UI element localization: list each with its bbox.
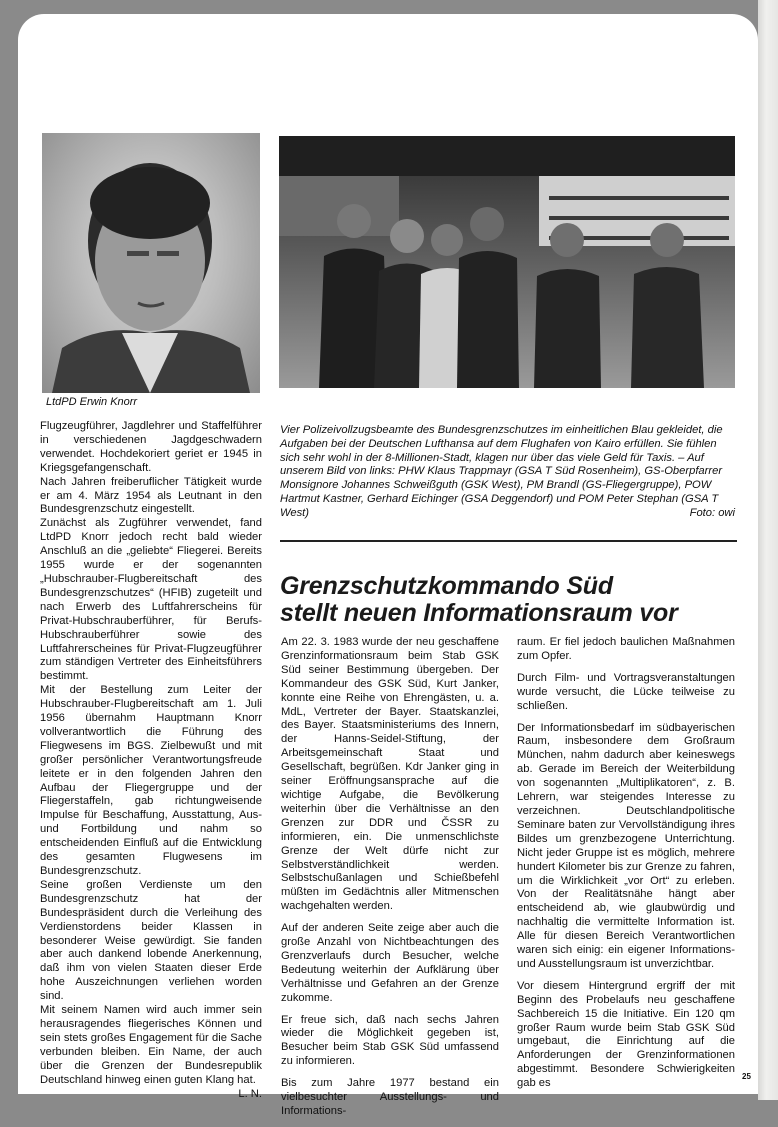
- left-signature-row: [40, 1088, 262, 1102]
- right-column: [517, 636, 735, 1099]
- page-number: 25: [742, 1072, 751, 1081]
- right-paragraph-2: Durch Film- und Vortragsveranstaltungen wurde versucht, die Lücke teilweise zu schließen.: [517, 671, 735, 712]
- left-paragraph-6: Mit seinem Namen wird auch immer sein herausragendes fliegerisches Können und sein stets großes Engagement für die Sache verbunden bleiben. Ein Name, der auch über die Grenzen der Bundesrepublik Deutschland hinweg einen guten Klang hat.: [40, 1004, 262, 1086]
- right-paragraph-4: Vor diesem Hintergrund ergriff der mit Beginn des Probelaufs neu geschaffene Sachbereich 15 die Initiative. Ein 120 qm großer Raum wurde beim Stab GSK Süd umgebaut, die Einrichtung auf die Anforderungen der Grenzinformationen abgestimmt. Besondere Schwierigkeiten gab es: [517, 979, 735, 1090]
- right-paragraph-3: Der Informationsbedarf im südbayerischen Raum, insbesondere dem Großraum München, nahm dadurch aber keineswegs ab. Gerade im Bereich der Weiterbildung von sogenannten „Multiplikatoren“, z. B. Lehrern, war steigendes Interesse zu verzeichnen. Deutschlandpolitische Seminare baten zur Vervollständigung ihres Bildes um grenzbezogene Unterrichtung. Nicht jeder Gruppe ist es möglich, mehrere hundert Kilometer bis zur Grenze zu fahren, um die Wirklichkeit „vor Ort“ zu erleben. Von der Realitätsnähe hängt aber entscheidend ab, wie glaubwürdig und nachhaltig die vermittelte Information ist. Alle für diesen Bereich Verantwortlichen waren sich einig: ein eigener Informations- und Ausstellungsraum ist unverzichtbar.: [517, 721, 735, 970]
- headline-line-2: stellt neuen Informationsraum vor: [280, 599, 678, 627]
- right-paragraph-1: raum. Er fiel jedoch baulichen Maßnahmen zum Opfer.: [517, 636, 735, 662]
- mid-paragraph-2: Auf der anderen Seite zeige aber auch die große Anzahl von Nichtbeachtungen des Grenzverlaufs durch Besucher, welche Bedeutung weiterhin der Aufklärung über Verhältnisse und Gefahren an der Grenze zukomme.: [281, 922, 499, 1004]
- headline-line-1: Grenzschutzkommando Süd: [280, 572, 613, 600]
- article-headline: [280, 573, 740, 627]
- left-paragraph-2: Nach Jahren freiberuflicher Tätigkeit wurde er am 4. März 1954 als Leutnant in den Bundesgrenzschutz eingestellt.: [40, 475, 262, 516]
- section-rule: [280, 540, 737, 542]
- adjacent-page-edge: [758, 0, 778, 1100]
- mid-paragraph-1: Am 22. 3. 1983 wurde der neu geschaffene Grenzinformationsraum beim Stab GSK Süd seiner Bestimmung übergeben. Der Kommandeur des GSK Süd, Kurt Janker, konnte eine Reihe von Ehrengästen, u. a. MdL, Vertreter der Bayer. Staatskanzlei, des Bayer. Staatsministeriums des Innern, der Hanns-Seidel-Stiftung, der Arbeitsgemeinschaft Staat und Gesellschaft, begrüßen. Kdr Janker ging in seiner Eröffnungsansprache auf die wichtige Aufgabe, die Bevölkerung weiterhin über die Verhältnisse an den Grenzen zur DDR und ČSSR zu informieren, ein. Die unmenschlichste Grenze der Welt dürfe nicht zur Selbstverständlichkeit werden. Selbstschußanlagen und Schießbefehl müßten im Gedächtnis aller Mitmenschen wachgehalten werden.: [281, 636, 499, 913]
- portrait-caption: LtdPD Erwin Knorr: [46, 396, 138, 408]
- middle-column: [281, 636, 499, 1127]
- group-photo: [279, 136, 735, 388]
- photo-caption-text: Vier Polizeivollzugsbeamte des Bundesgrenzschutzes im einheitlichen Blau gekleidet, die Aufgaben bei der Deutschen Lufthansa auf dem Flughafen von Kairo erfüllen. Sie fühlen sich sehr wohl in der 8-Millionen-Stadt, klagen nur über das viele Geld für Taxis. – Auf unserem Bild von links: PHW Klaus Trappmayr (GSA T Süd Rosenheim), GS-Oberpfarrer Monsignore Johannes Schweißguth (GSK West), PM Brandl (GS-Fliegergruppe), POW Hartmut Kastner, Gerhard Eichinger (GSA Deggendorf) und POM Peter Stephan (GSA T West): [280, 424, 723, 519]
- mid-paragraph-3: Er freue sich, daß nach sechs Jahren wieder die Möglichkeit gegeben ist, Besucher beim Stab GSK Süd umfassend zu informieren.: [281, 1013, 499, 1068]
- left-column: [40, 420, 262, 1101]
- portrait-illustration: [42, 133, 260, 393]
- photo-credit: Foto: owi: [689, 506, 735, 519]
- left-paragraph-1: Flugzeugführer, Jagdlehrer und Staffelführer in verschiedenen Jagdgeschwadern verwendet. Hochdekoriert geriet er 1945 in Kriegsgefangenschaft.: [40, 420, 262, 474]
- left-signature: L. N.: [238, 1087, 262, 1100]
- mid-paragraph-4: Bis zum Jahre 1977 bestand ein vielbesuchter Ausstellungs- und Informations-: [281, 1077, 499, 1117]
- left-paragraph-3: Zunächst als Zugführer verwendet, fand LtdPD Knorr jedoch recht bald wieder Anschluß an die „geliebte“ Fliegerei. Bereits 1955 wurde er der sogenannten „Hubschrauber-Flugbereitschaft des Bundesgrenzschutzes“ (HFIB) zugeteilt und nach Erwerb des Luftfahrerscheins für Privat-Hubschrauberführer, für Berufs-Hubschrauberführer sowie des Luftfahrerscheines für Privat-Flugzeugführer zum ständigen Vertreter des Einheitsführers bestimmt.: [40, 517, 262, 683]
- group-illustration: [279, 136, 735, 388]
- group-photo-caption: [280, 424, 735, 521]
- left-paragraph-4: Mit der Bestellung zum Leiter der Hubschrauber-Flugbereitschaft am 1. Juli 1956 übernahm Hauptmann Knorr vollverantwortlich die Führung des Fliegwesens im BGS. Zielbewußt und mit großer persönlicher Verantwortungsfreude leitete er in den folgenden Jahren den Aufbau der Fliegergruppe und der Fliegerstaffeln, gab richtungweisende Impulse für Beschaffung, Ausstattung, Aus- und Fortbildung und nahm so entscheidenden Einfluß auf die Entwicklung des gesamten Flugwesens im Bundesgrenzschutz.: [40, 684, 262, 877]
- left-paragraph-5: Seine großen Verdienste um den Bundesgrenzschutz hat der Bundespräsident durch die Verleihung des Verdienstordens beider Klassen in besonderer Weise gewürdigt. Sie fanden aber auch dankend lobende Anerkennung, daß ihm von vielen Staaten dieser Erde hohe Auszeichnungen verliehen worden sind.: [40, 878, 262, 1003]
- portrait-photo: [42, 133, 260, 393]
